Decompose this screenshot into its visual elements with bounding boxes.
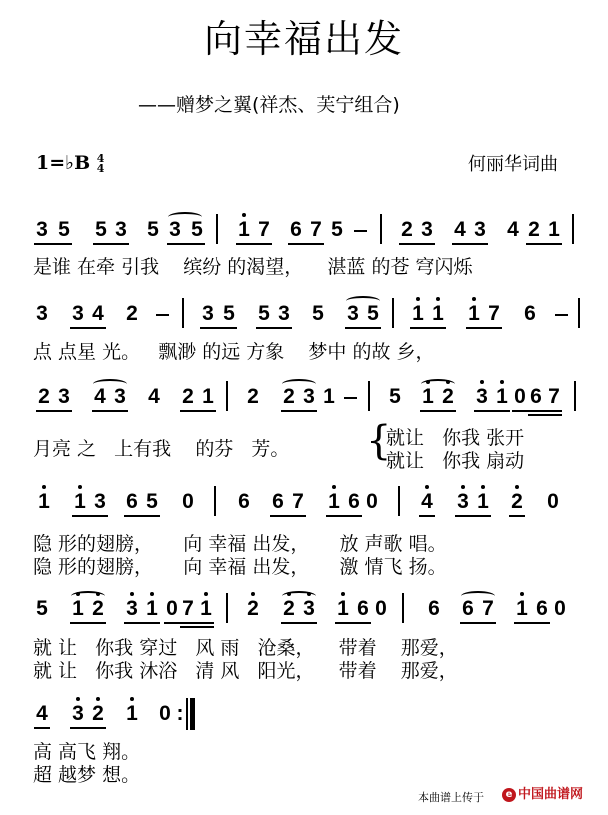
note: 7 xyxy=(548,385,560,408)
lyric-line: 高 高飞 翔。 xyxy=(33,741,141,763)
note: 5 xyxy=(146,490,158,513)
note: 5 xyxy=(223,302,235,325)
note: 2 xyxy=(126,302,138,325)
note: 3 xyxy=(455,490,471,514)
note: 6 xyxy=(348,490,360,513)
note: 1 xyxy=(430,302,446,326)
lyric-row-2 xyxy=(0,341,608,365)
note: 2 xyxy=(245,597,261,621)
lyric-line: 隐 形的翅膀， 向 幸福 出发， 激 情飞 扬。 xyxy=(33,556,447,578)
note: 3 xyxy=(202,302,214,325)
note: 1 xyxy=(72,490,88,514)
note: 7 xyxy=(488,302,500,325)
note: 6 xyxy=(238,490,250,513)
score-row-6 xyxy=(0,702,608,732)
note: 1 xyxy=(202,385,214,408)
lyric-row-4-verse-2 xyxy=(0,556,608,580)
score-row-5 xyxy=(0,597,608,627)
song-subtitle: ——赠梦之翼(祥杰、芙宁组合) xyxy=(138,94,400,116)
key-label: 1=♭B xyxy=(36,152,91,174)
lyric-line: 月亮 之 上有我 的芬 芳。 xyxy=(33,438,290,460)
note: 0 xyxy=(554,597,566,620)
note: 3 xyxy=(278,302,290,325)
note: 4 xyxy=(148,385,160,408)
note: 3 xyxy=(94,490,106,513)
note: 6 xyxy=(462,597,474,620)
note: 1 xyxy=(36,490,52,514)
lyric-row-5-verse-1 xyxy=(0,637,608,661)
lyric-row-1 xyxy=(0,256,608,280)
lyric-row-5-verse-2 xyxy=(0,660,608,684)
note: 3 xyxy=(474,218,486,241)
score-row-1 xyxy=(0,218,608,248)
note: 5 xyxy=(58,218,70,241)
note: 1 xyxy=(323,385,335,408)
note: 1 xyxy=(326,490,342,514)
score-row-2 xyxy=(0,302,608,332)
note: 4 xyxy=(36,702,48,725)
note: 6 xyxy=(272,490,284,513)
lyric-row-3-verse-1 xyxy=(0,427,608,451)
lyric-line: 就让 你我 扇动 xyxy=(386,450,525,472)
lyric-line: 超 越梦 想。 xyxy=(33,764,141,786)
lyric-line: 就 让 你我 沐浴 清 风 阳光， 带着 那爱， xyxy=(33,660,458,682)
lyric-line: 就 让 你我 穿过 风 雨 沧桑， 带着 那爱， xyxy=(33,637,458,659)
note: 1 xyxy=(410,302,426,326)
note: 5 xyxy=(389,385,401,408)
note: 5 xyxy=(258,302,270,325)
note: 3 xyxy=(301,597,317,621)
note: 6 xyxy=(536,597,548,620)
note: 0 xyxy=(366,490,378,513)
note: 3 xyxy=(169,218,181,241)
score-row-4 xyxy=(0,490,608,520)
note: 3 xyxy=(303,385,315,408)
note: 4 xyxy=(507,218,519,241)
note: 5 xyxy=(312,302,324,325)
note: 5 xyxy=(367,302,379,325)
note: 6 xyxy=(126,490,138,513)
note: 6 xyxy=(530,385,542,408)
note: 3 xyxy=(36,302,48,325)
note: 3 xyxy=(347,302,359,325)
note: 3 xyxy=(115,218,127,241)
repeat-sign: : xyxy=(176,702,184,725)
key-signature xyxy=(36,152,104,174)
note: 3 xyxy=(114,385,126,408)
note: 7 xyxy=(310,218,322,241)
time-top: 4 xyxy=(96,152,105,165)
note: 5 xyxy=(147,218,159,241)
note: 4 xyxy=(94,385,106,408)
note: 3 xyxy=(474,385,490,409)
note: 6 xyxy=(524,302,536,325)
note: 5 xyxy=(36,597,48,620)
note: 1 xyxy=(494,385,510,409)
lyric-line: 就让 你我 张开 xyxy=(386,427,525,449)
note: 2 xyxy=(528,218,540,241)
note: 7 xyxy=(482,597,494,620)
lyric-row-6-verse-1 xyxy=(0,741,608,765)
note: 2 xyxy=(440,385,456,409)
note: 4 xyxy=(92,302,104,325)
note: 0 xyxy=(182,490,194,513)
note: 2 xyxy=(38,385,50,408)
upload-note: 本曲谱上传于 xyxy=(418,791,484,804)
note: 1 xyxy=(144,597,160,621)
note: 0 xyxy=(514,385,526,408)
note: 2 xyxy=(90,597,106,621)
note: 0 xyxy=(375,597,387,620)
note: 2 xyxy=(182,385,194,408)
note: 3 xyxy=(70,702,86,726)
note: 3 xyxy=(58,385,70,408)
time-signature xyxy=(97,154,105,174)
note: 6 xyxy=(290,218,302,241)
time-bottom: 4 xyxy=(96,162,105,175)
site-name: 中国曲谱网 xyxy=(518,787,584,802)
note: 5 xyxy=(331,218,343,241)
lyric-row-3-verse-2 xyxy=(0,450,608,474)
note: 3 xyxy=(421,218,433,241)
lyric-line: 是谁 在牵 引我 缤纷 的渴望， 湛蓝 的苍 穹闪烁 xyxy=(33,256,473,278)
composer-credit: 何丽华词曲 xyxy=(468,154,558,175)
note: 1 xyxy=(466,302,482,326)
note: 1 xyxy=(124,702,140,726)
note: 2 xyxy=(509,490,525,514)
note: 0 xyxy=(547,490,559,513)
note: 2 xyxy=(247,385,259,408)
note: 2 xyxy=(90,702,106,726)
note: 7 xyxy=(182,597,194,620)
note: 5 xyxy=(191,218,203,241)
note: 1 xyxy=(198,597,214,621)
note: 3 xyxy=(36,218,48,241)
site-logo[interactable] xyxy=(502,783,583,802)
note: 2 xyxy=(401,218,413,241)
note: 4 xyxy=(419,490,435,514)
note: 7 xyxy=(258,218,270,241)
note: 1 xyxy=(420,385,436,409)
note: 1 xyxy=(236,218,252,242)
note: 2 xyxy=(281,597,297,621)
note: 0 xyxy=(159,702,171,725)
lyric-line: 隐 形的翅膀， 向 幸福 出发， 放 声歌 唱。 xyxy=(33,533,447,555)
score-row-3 xyxy=(0,385,608,415)
song-title: 向幸福出发 xyxy=(203,17,404,61)
note: 1 xyxy=(70,597,86,621)
verse-brace: { xyxy=(366,418,392,464)
note: 3 xyxy=(124,597,140,621)
note: 2 xyxy=(283,385,295,408)
note: 0 xyxy=(166,597,178,620)
lyric-row-4-verse-1 xyxy=(0,533,608,557)
note: 6 xyxy=(428,597,440,620)
note: 1 xyxy=(514,597,530,621)
red-circle-logo-icon: e xyxy=(502,788,516,802)
lyric-line: 点 点星 光。 飘渺 的远 方象 梦中 的故 乡， xyxy=(33,341,435,363)
note: 7 xyxy=(292,490,304,513)
note: 1 xyxy=(475,490,491,514)
note: 5 xyxy=(95,218,107,241)
note: 4 xyxy=(454,218,466,241)
note: 1 xyxy=(548,218,560,241)
note: 3 xyxy=(72,302,84,325)
note: 1 xyxy=(335,597,351,621)
note: 6 xyxy=(357,597,369,620)
